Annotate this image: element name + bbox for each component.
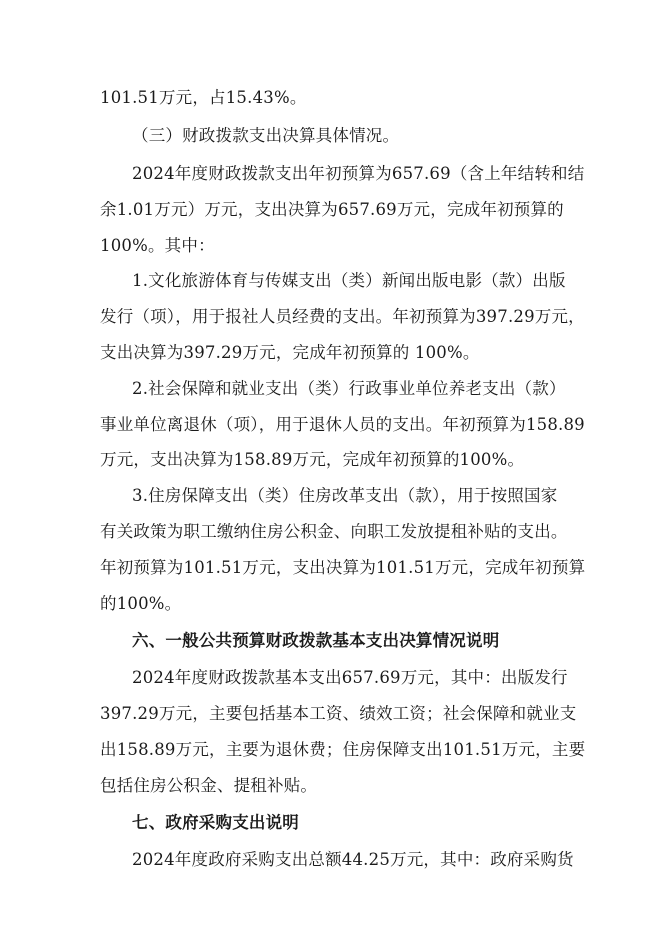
paragraph-line: 1.文化旅游体育与传媒支出（类）新闻出版电影（款）出版 — [132, 271, 566, 290]
paragraph-line: 年初预算为101.51万元，支出决算为101.51万元，完成年初预算 — [100, 558, 586, 577]
paragraph-line: 余1.01万元）万元，支出决算为657.69万元，完成年初预算的 — [100, 200, 564, 219]
paragraph-line: 2024年度财政拨款基本支出657.69万元，其中：出版发行 — [132, 668, 568, 687]
paragraph-line: 包括住房公积金、提租补贴。 — [100, 776, 318, 795]
section-subheading: （三）财政拨款支出决算具体情况。 — [132, 126, 400, 145]
paragraph-line: 101.51万元，占15.43%。 — [100, 88, 307, 107]
paragraph-line: 的100%。 — [100, 594, 182, 613]
paragraph-line: 2024年度政府采购支出总额44.25万元，其中：政府采购货 — [132, 850, 574, 869]
paragraph-line: 3.住房保障支出（类）住房改革支出（款），用于按照国家 — [132, 486, 558, 505]
paragraph-line: 有关政策为职工缴纳住房公积金、向职工发放提租补贴的支出。 — [100, 522, 568, 541]
paragraph-line: 出158.89万元，主要为退休费；住房保障支出101.51万元，主要 — [100, 740, 586, 759]
paragraph-line: 支出决算为397.29万元，完成年初预算的 100%。 — [100, 343, 480, 362]
section-heading: 七、政府采购支出说明 — [132, 813, 299, 832]
paragraph-line: 事业单位离退休（项），用于退休人员的支出。年初预算为158.89 — [100, 415, 585, 434]
paragraph-line: 2024年度财政拨款支出年初预算为657.69（含上年结转和结 — [132, 164, 585, 183]
paragraph-line: 万元，支出决算为158.89万元，完成年初预算的100%。 — [100, 450, 525, 469]
paragraph-line: 2.社会保障和就业支出（类）行政事业单位养老支出（款） — [132, 379, 566, 398]
paragraph-line: 397.29万元，主要包括基本工资、绩效工资；社会保障和就业支 — [100, 704, 577, 723]
section-heading: 六、一般公共预算财政拨款基本支出决算情况说明 — [132, 631, 500, 650]
paragraph-line: 100%。其中： — [100, 236, 215, 255]
paragraph-line: 发行（项），用于报社人员经费的支出。年初预算为397.29万元， — [100, 307, 585, 326]
